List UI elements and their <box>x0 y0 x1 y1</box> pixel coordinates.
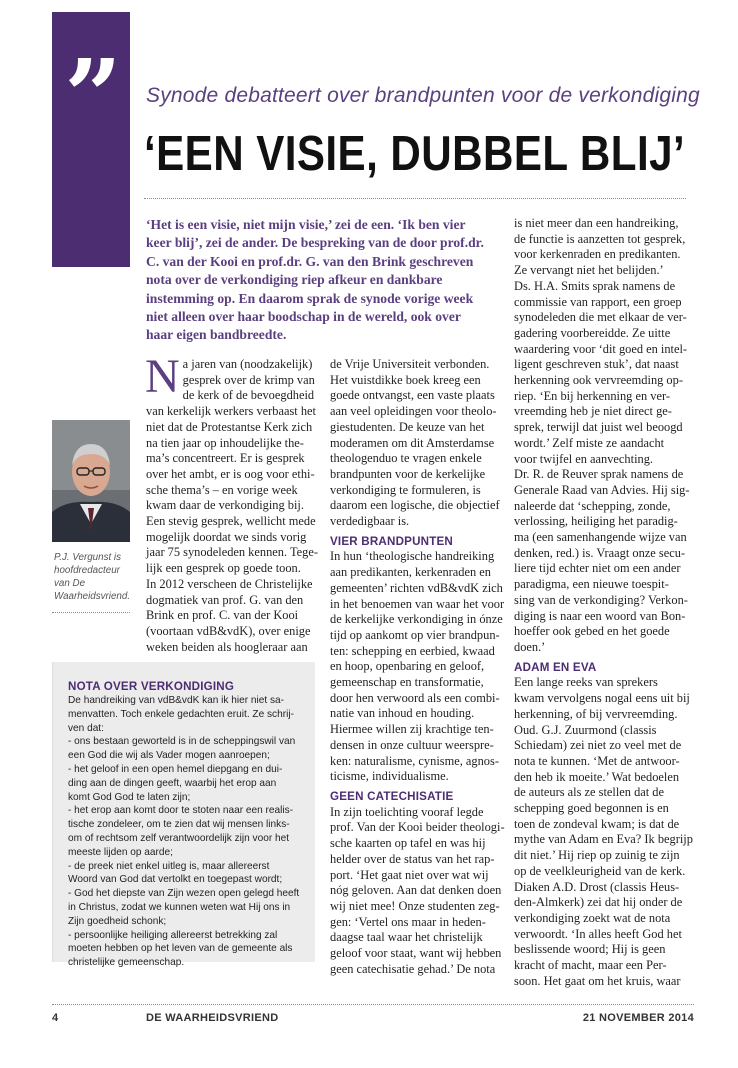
text-line: ligent geschreven stuk’, dat naast <box>514 357 679 372</box>
article-headline: ‘EEN VISIE, DUBBEL BLIJ’ <box>144 127 686 181</box>
text-line: ken: naturalisme, cynisme, agnos- <box>330 753 499 768</box>
quote-mark-icon: ” <box>64 37 122 155</box>
text-line: Een stevig gesprek, wellicht mede <box>146 514 316 529</box>
text-line: herkenning ook vervreemding op- <box>514 373 683 388</box>
text-line: gemeenten’ richten vdB&vdK zich <box>330 580 503 595</box>
text-line: gesprek over de krimp van <box>182 372 315 387</box>
text-line: synodeleden die met elkaar de ver- <box>514 310 687 325</box>
text-line: In 2012 verscheen de Christelijke <box>146 576 313 591</box>
text-line: gemeenschap en transformatie, <box>330 675 484 690</box>
text-line: niet dat de Protestantse Kerk zich <box>146 419 313 434</box>
text-line: kwam daar de verkondiging bij. <box>146 498 304 513</box>
text-line: verkondiging zoekt wat de nota <box>514 910 671 925</box>
text-line: doen.’ <box>514 639 546 654</box>
article-lead <box>146 216 490 345</box>
text-line: - het geloof in een open hemel diepgang en dui- <box>68 763 283 775</box>
text-line: Hiermee willen zij krachtige ten- <box>330 722 494 737</box>
caption-divider <box>52 612 130 613</box>
body-column-right <box>514 216 694 989</box>
text-line: Dr. R. de Reuver sprak namens de <box>514 467 684 482</box>
text-line: tische zondeleer, om te zien dat wij mensen links- <box>68 819 290 831</box>
text-line: (voortaan vdB&vdK), over enige <box>146 623 311 638</box>
column-right-text-1 <box>514 216 694 656</box>
text-line: van kerkelijk werkers verbaast het <box>146 404 316 419</box>
text-line: commissie van rapport, een groep <box>514 294 682 309</box>
text-line: de functie is aanzetten tot gesprek, <box>514 231 686 246</box>
text-line: jaar 75 synodeleden kennen. Tege- <box>146 545 318 560</box>
text-line: brandpunten voor de kerkelijke <box>330 466 486 481</box>
text-line: paradigma, een nieuwe toespit- <box>514 577 669 592</box>
text-line: herkenning, of bij vervreemding. <box>514 706 678 721</box>
footer-divider <box>52 1004 694 1005</box>
text-line: Zijn goedheid schonk; <box>68 915 167 927</box>
text-line: sing van de verkondiging? Verkon- <box>514 592 688 607</box>
text-line: een God die wij als Vader mogen aanroepen; <box>68 750 270 762</box>
text-line: waardering voor ‘dit goed en intel- <box>514 341 688 356</box>
text-line: komt God God te laten zijn; <box>68 791 191 803</box>
text-line: in Christus, zodat we kunnen weten wat Hij ons in <box>68 901 291 913</box>
dropcap-letter: N <box>145 350 180 403</box>
text-line: nota te kunnen. ‘Met de antwoor- <box>514 753 680 768</box>
text-line: ven dat: <box>68 722 104 734</box>
text-line: ma (een samenhangende wijze van <box>514 530 687 545</box>
footer-date: 21 NOVEMBER 2014 <box>582 1012 694 1024</box>
text-line: port. ‘Het gaat niet over wat wij <box>330 867 489 882</box>
text-line: ding aan de dingen geeft, waarbij het erop aan <box>68 777 277 789</box>
text-line: verkondiging te formuleren, is <box>330 482 481 497</box>
text-line: giestudenten. De keuze van het <box>330 419 485 434</box>
text-line: lijk een gesprek op goede toon. <box>146 561 301 576</box>
text-line: verlossing, heiliging het paradig- <box>514 514 678 529</box>
text-line: densen in onze cultuur weerspre- <box>330 737 494 752</box>
footer-publication: DE WAARHEIDSVRIEND <box>146 1012 279 1024</box>
text-line: over het ambt, er is oog voor ethi- <box>146 466 315 481</box>
text-line: daarom een logische, die objectief <box>330 498 500 513</box>
text-line: a jaren van (noodzakelijk) <box>182 357 313 371</box>
text-line: den-Almkerk) zei dat hij onder de <box>514 895 683 910</box>
text-line: diging is naar een woord van Bon- <box>514 608 686 623</box>
photo-caption: P.J. Vergunst is hoofdredacteur van De Waarheidsvriend. <box>54 552 131 602</box>
text-line: de Vrije Universiteit verbonden. <box>330 357 490 371</box>
subhead-geen-catechisatie: GEEN CATECHISATIE <box>330 789 454 803</box>
text-line: - persoonlijke heiliging allereerst betrekking zal <box>68 929 278 941</box>
text-line: Brink en prof. C. van der Kooi <box>146 608 299 623</box>
text-line: denken, red.) is. Vraagt onze secu- <box>514 545 686 560</box>
nota-body-text <box>68 694 308 970</box>
article-kicker: Synode debatteert over brandpunten voor de verkondiging <box>146 84 700 107</box>
text-line: Diaken A.D. Drost (classis Heus- <box>514 879 680 894</box>
text-line: geloof voor staat, want wij hebben <box>330 946 502 961</box>
author-photo <box>52 420 130 542</box>
text-line: wordt.’ Zelf miste ze aandacht <box>514 435 665 450</box>
text-line: theologenduo te vragen enkele <box>330 451 482 466</box>
text-line: dogmatiek van prof. G. van den <box>146 592 304 607</box>
text-line: moderamen om dit Amsterdamse <box>330 435 495 450</box>
text-line: - het erop aan komt door te stoten naar een realis- <box>68 805 293 817</box>
text-line: christelijke gemeenschap. <box>68 957 185 969</box>
text-line: door hen verwoord als een combi- <box>330 690 500 705</box>
text-line: daagse taal waar het christelijk <box>330 930 483 945</box>
text-line: soon. Het gaat om het kruis, waar <box>514 973 681 988</box>
text-line: kracht of macht, maar een Per- <box>514 958 667 973</box>
text-line: sche thema’s – en vorige week <box>146 482 298 497</box>
text-line: mythe van Adam en Eva? Ik begrijp <box>514 832 693 847</box>
body-column-middle <box>330 357 505 977</box>
column-right-text-2 <box>514 675 694 989</box>
text-line: riep. ‘En bij herkenning en ver- <box>514 388 670 403</box>
text-line: - de preek niet enkel uitleg is, maar allereerst <box>68 860 270 872</box>
lead-paragraph: ‘Het is een visie, niet mijn visie,’ zei de een. ‘Ik ben vier keer blij’, zei de ander. De bespreking van de door prof.dr. C. van der Kooi en prof.dr. G. van den Brink geschreven nota over de verkondiging riep afkeur en dankbare instemming op. En daarom sprak de synode vorige week niet alleen over haar boodschap in de wereld, ook over haar eigen bandbreedte. <box>146 217 484 343</box>
text-line: Het vuistdikke boek kreeg een <box>330 372 481 387</box>
text-line: In zijn toelichting vooraf legde <box>330 804 484 819</box>
text-line: In hun ‘theologische handreiking <box>330 549 495 564</box>
text-line: tijd op aankomt op vier brandpun- <box>330 627 500 642</box>
headline-divider <box>144 198 686 199</box>
text-line: schepping goed begonnen is en <box>514 801 669 816</box>
text-line: weken beiden als hoogleraar aan <box>146 639 308 654</box>
text-line: voor twijfel en aanvechting. <box>514 451 654 466</box>
text-line: in het benoemen van waar het voor <box>330 596 505 611</box>
text-line: moeten hebben op het leven van de gemeente als <box>68 943 293 955</box>
text-line: - God het diepste van Zijn wezen open gelegd heeft <box>68 888 300 900</box>
text-line: dit niet.’ Hij riep op zuinig te zijn <box>514 848 680 863</box>
text-line: Woord van God dat vertolkt en toegepast wordt; <box>68 874 283 886</box>
text-line: vreemding heb je niet direct ge- <box>514 404 672 419</box>
subhead-vier-brandpunten: VIER BRANDPUNTEN <box>330 534 454 548</box>
column-middle-text-1 <box>330 357 505 530</box>
text-line: om of rechtsom zelf verantwoordelijk zijn voor het <box>68 832 290 844</box>
nota-title: NOTA OVER VERKONDIGING <box>68 680 235 693</box>
column-middle-text-2 <box>330 549 505 785</box>
text-line: - ons bestaan geworteld is in de scheppingswil van <box>68 736 296 748</box>
text-line: wij niet mee! Onze studenten zeg- <box>330 898 500 913</box>
text-line: liere tijd echter niet om een ander <box>514 561 681 576</box>
text-line: op de veelkleurigheid van de kerk. <box>514 863 686 878</box>
text-line: hoeffer ook gebed en het goede <box>514 624 670 639</box>
body-column-left <box>145 350 318 655</box>
footer-page-number: 4 <box>52 1012 59 1024</box>
text-line: toen de zondeval kwam; is dat de <box>514 816 680 831</box>
text-line: prof. Van der Kooi beider theologi- <box>330 820 505 835</box>
text-line: verdedigbaar is. <box>330 514 410 529</box>
text-line: ma’s concentreert. Er is gesprek <box>146 451 305 466</box>
text-line: Ze vervangt niet het belijden.’ <box>514 263 664 278</box>
text-line: Een lange reeks van sprekers <box>514 675 658 690</box>
text-line: gadering voorbereidde. Ze uitte <box>514 325 671 340</box>
text-line: Generale Raad van Advies. Hij sig- <box>514 482 690 497</box>
text-line: Schiedam) zei niet zo veel met de <box>514 738 682 753</box>
text-line: den heb ik moeite.’ Wat bedoelen <box>514 769 680 784</box>
text-line: mogelijk doordat we sinds vorig <box>146 529 307 544</box>
subhead-adam-en-eva: ADAM EN EVA <box>514 660 597 674</box>
text-line: sche kaarten op tafel en was hij <box>330 836 486 851</box>
text-line: de kerk of de bevoegdheid <box>182 388 315 403</box>
text-line: ten: schepping en eerbied, kwaad <box>330 643 495 658</box>
text-line: beslissende woord; Hij is geen <box>514 942 666 957</box>
text-line: Oud. G.J. Zuurmond (classis <box>514 722 657 737</box>
text-line: is niet meer dan een handreiking, <box>514 216 679 230</box>
text-line: naleerde dat ‘schepping, zonde, <box>514 498 671 513</box>
text-line: Ds. H.A. Smits sprak namens de <box>514 278 676 293</box>
text-line: menvatten. Toch enkele gedachten eruit. Ze schrij- <box>68 708 294 720</box>
text-line: meeste lijden op aarde; <box>68 846 173 858</box>
text-line: helder over de status van het rap- <box>330 851 495 866</box>
text-line: gen: ‘Vertel ons maar in heden- <box>330 914 486 929</box>
text-line: De handreiking van vdB&vdK kan ik hier niet sa- <box>68 695 285 706</box>
text-line: sprek, terwijl dat juist wel beoogd <box>514 420 683 435</box>
text-line: na tien jaar op inhoudelijke the- <box>146 435 304 450</box>
text-line: aan veel opleidingen voor theolo- <box>330 404 497 419</box>
text-line: ticisme, individualisme. <box>330 769 449 784</box>
text-line: verwoordt. ‘In alles heeft God het <box>514 926 682 941</box>
text-line: geen catechisatie gehad.’ De nota <box>330 961 496 976</box>
column-middle-text-3 <box>330 805 505 978</box>
text-line: goede ontvangst, een vaste plaats <box>330 388 495 403</box>
author-portrait-image <box>52 420 130 542</box>
text-line: nóg geloven. Aan dat denken doen <box>330 883 502 898</box>
text-line: natie van inhoud en houding. <box>330 706 475 721</box>
text-line: voor kerkenraden en predikanten. <box>514 247 681 262</box>
text-line: de kerkelijke verkondiging in ónze <box>330 612 503 627</box>
text-line: de auteurs als ze stellen dat de <box>514 785 665 800</box>
text-line: kwam vervolgens nogal eens uit bij <box>514 691 690 706</box>
text-line: en hoop, openbaring en geloof, <box>330 659 485 674</box>
text-line: aan predikanten, kerkenraden en <box>330 565 491 580</box>
